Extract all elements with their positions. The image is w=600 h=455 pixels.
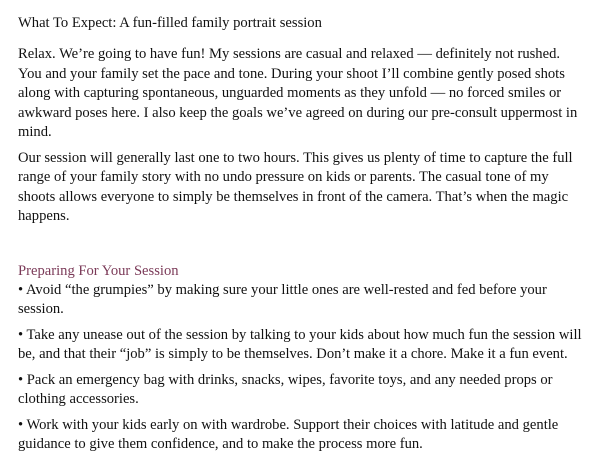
session-length-paragraph: Our session will generally last one to two hours. This gives us plenty of time to capture the full range of your family story with no undo pressure on kids or parents. The casual tone of my shoots allows everyone to simply be themselves in front of the camera. That’s when the magic happens. [18,149,573,224]
section-heading: Preparing For Your Session [18,262,179,279]
list-item: • Work with your kids early on with wardrobe. Support their choices with latitude and gentle guidance to give them confidence, and to make the process more fun. [18,416,559,452]
preparation-list [18,281,584,455]
intro-paragraph: Relax. We’re going to have fun! My sessions are casual and relaxed — definitely not rushed. You and your family set the pace and tone. During your shoot I’ll combine gently posed shots along with capturing spontaneous, unguarded moments as they unfold — no forced smiles or awkward poses here. I also keep the goals we’ve agreed on during our pre-consult uppermost in mind. [18,46,578,140]
page-title: What To Expect: A fun-filled family portrait session [18,15,322,31]
list-item: • Avoid “the grumpies” by making sure your little ones are well-rested and fed before your session. [18,281,547,317]
list-item: • Pack an emergency bag with drinks, snacks, wipes, favorite toys, and any needed props or clothing accessories. [18,371,553,407]
list-item: • Take any unease out of the session by talking to your kids about how much fun the session will be, and that their “job” is simply to be themselves. Don’t make it a chore. Make it a fun event. [18,326,582,362]
